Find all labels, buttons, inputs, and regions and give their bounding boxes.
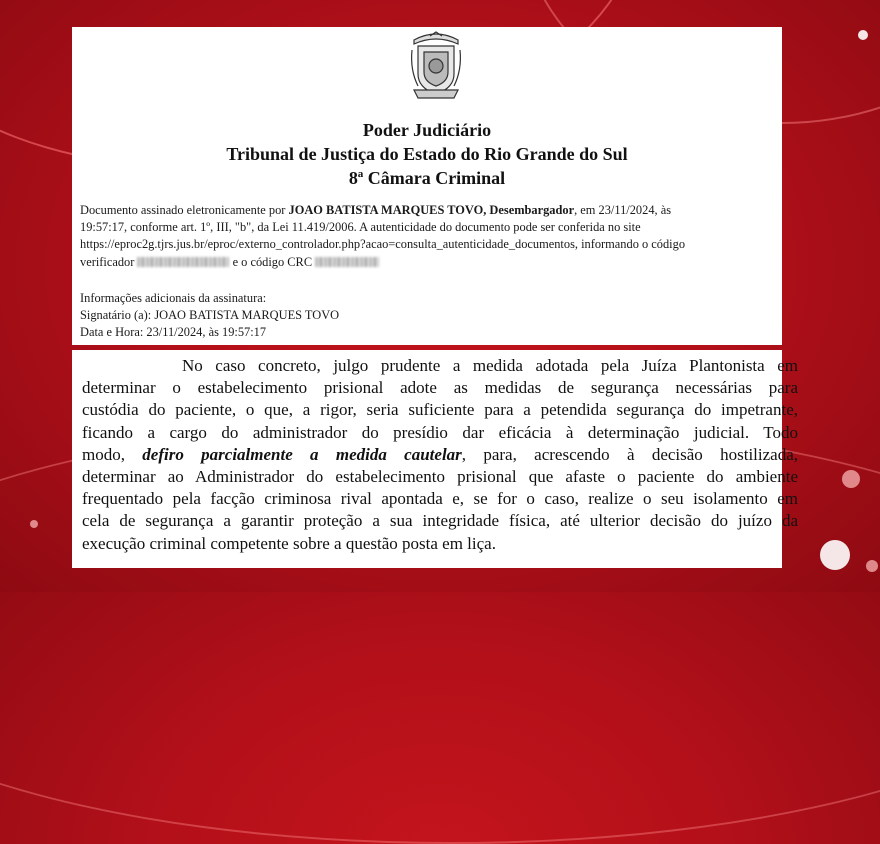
heading-line-power: Poder Judiciário [362, 120, 492, 140]
redacted-verifier-code [137, 257, 229, 267]
decision-line: determinar ao Administrador do estabelecimento prisional que afaste o paciente do ambiente [82, 467, 798, 487]
decision-line: ficando a cargo do administrador do presídio dar eficácia à determinação judicial. Todo [82, 422, 798, 442]
court-heading [72, 118, 782, 190]
decision-line: modo, defiro parcialmente a medida cautelar, para, acrescendo à decisão hostilizada, [82, 444, 798, 464]
decision-line: frequentado pela facção criminosa rival apontada e, se for o caso, realize o seu isolamento em [82, 489, 798, 509]
decor-dot [866, 560, 878, 572]
heading-line-court: Tribunal de Justiça do Estado do Rio Grande do Sul [226, 144, 628, 164]
decor-dot [820, 540, 850, 570]
signer-name: JOAO BATISTA MARQUES TOVO, Desembargador [288, 203, 575, 217]
decor-dot [858, 30, 868, 40]
heading-line-chamber: 8ª Câmara Criminal [348, 168, 506, 188]
decision-line: determinar o estabelecimento prisional adote as medidas de segurança necessárias para [82, 378, 798, 398]
decor-dot [30, 520, 38, 528]
redacted-crc-code [315, 257, 379, 267]
additional-info-title: Informações adicionais da assinatura: [80, 291, 267, 305]
decor-dot [842, 470, 860, 488]
decision-text [82, 355, 798, 555]
signature-line: Documento assinado eletronicamente por JOAO BATISTA MARQUES TOVO, Desembargador, em 23/11/2024, às [80, 203, 672, 217]
ruling-emphasis: defiro parcialmente a medida cautelar [142, 444, 462, 464]
signature-line: 19:57:17, conforme art. 1º, III, "b", da Lei 11.419/2006. A autenticidade do documento pode ser conferida no site [80, 220, 641, 235]
coat-of-arms-icon [408, 30, 464, 104]
signature-notice [80, 202, 776, 271]
signature-datetime: Data e Hora: 23/11/2024, às 19:57:17 [80, 325, 267, 340]
decision-line: custódia do paciente, o que, a rigor, seria suficiente para a petendida segurança do impetrante, [82, 400, 798, 420]
additional-signature-info [80, 290, 776, 342]
decision-line: execução criminal competente sobre a questão posta em liça. [82, 533, 496, 553]
signature-line: verificador e o código CRC [80, 254, 776, 271]
verification-url: https://eproc2g.tjrs.jus.br/eproc/externo_controlador.php?acao=consulta_autenticidade_documentos, informando o código [80, 237, 686, 252]
decision-line: cela de segurança a garantir proteção a sua integridade física, até ulterior decisão do juízo da [82, 511, 798, 531]
signatory: Signatário (a): JOAO BATISTA MARQUES TOVO [80, 308, 340, 323]
decision-line: No caso concreto, julgo prudente a medida adotada pela Juíza Plantonista em [182, 356, 798, 375]
